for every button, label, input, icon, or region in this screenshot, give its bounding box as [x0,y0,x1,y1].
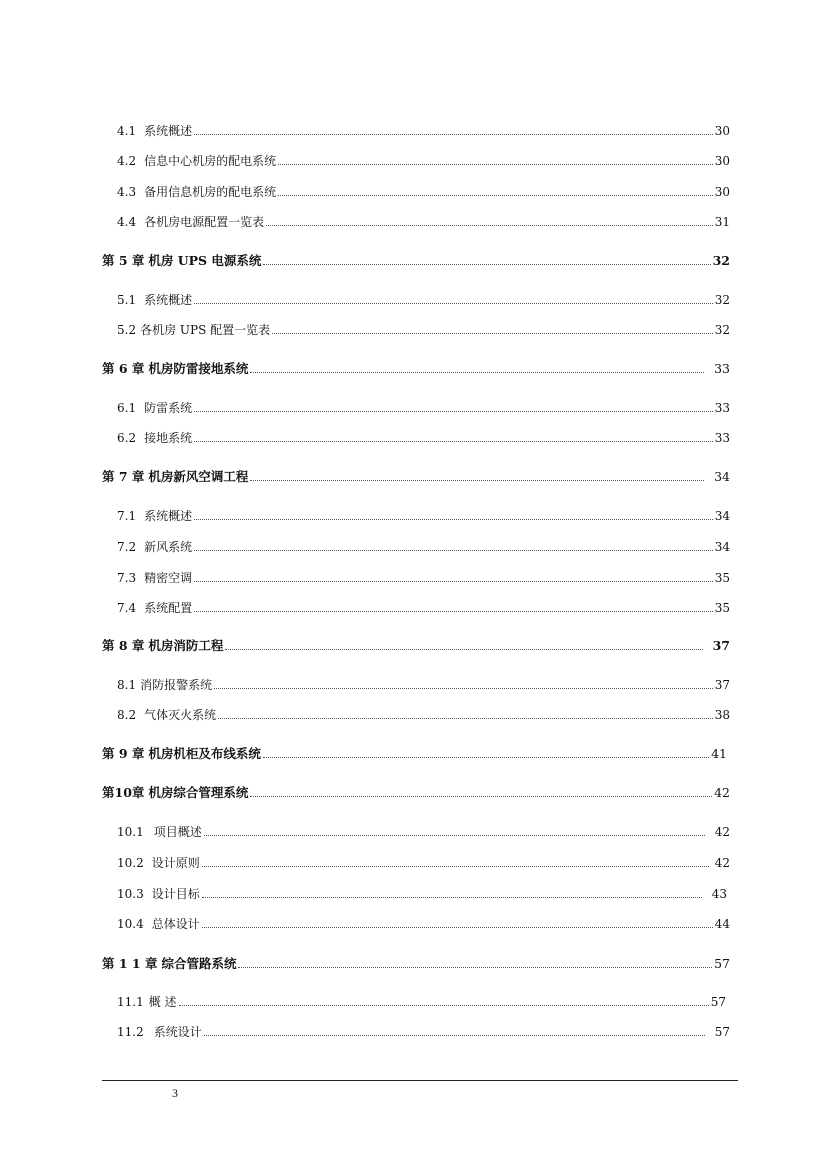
toc-entry-page: 31 [714,215,730,229]
dot-leader [194,411,713,412]
dot-leader [194,441,713,442]
toc-entry[interactable] [117,536,730,554]
toc-entry[interactable] [117,852,730,870]
toc-chapter-title: 机房消防工程 [148,638,224,653]
toc-entry-number: 6.2 [117,431,137,445]
toc-entry-number: 10.1 [117,825,144,839]
dot-leader [194,550,713,551]
dot-leader [194,611,713,612]
toc-entry-title: 各机房 UPS 配置一览表 [140,323,271,337]
toc-entry-title: 系统设计 [153,1025,202,1039]
toc-entry-number: 11.2 [117,1025,144,1039]
toc-entry-number: 4.3 [117,185,137,199]
dot-leader [204,1035,705,1036]
toc-chapter-page: 32 [712,253,730,268]
toc-entry[interactable] [117,704,730,722]
toc-chapter-entry[interactable] [102,250,730,268]
footer-divider [102,1080,738,1081]
toc-entry[interactable] [117,181,730,199]
toc-chapter-number: 第 9 章 [102,746,145,761]
toc-entry-title: 接地系统 [144,431,193,445]
dot-leader [250,372,704,373]
toc-chapter-entry[interactable] [102,466,730,484]
toc-entry[interactable] [117,150,730,168]
toc-entry-page: 42 [714,856,730,870]
toc-entry-number: 6.1 [117,401,137,415]
toc-entry[interactable] [117,883,727,901]
toc-entry-page: 57 [714,1025,730,1039]
toc-entry-number: 5.2 [117,323,137,337]
toc-chapter-page: 37 [712,638,730,653]
dot-leader [238,967,712,968]
toc-chapter-title: 机房防雷接地系统 [148,361,249,376]
toc-entry-title: 设计原则 [151,856,200,870]
toc-chapter-title: 机房 UPS 电源系统 [148,253,262,268]
toc-entry-page: 57 [710,995,726,1009]
dot-leader [194,519,713,520]
toc-chapter-title: 综合管路系统 [161,956,237,971]
toc-chapter-page: 33 [714,361,730,376]
toc-chapter-title: 机房机柜及布线系统 [148,746,261,761]
toc-entry-number: 4.4 [117,215,137,229]
dot-leader [202,866,709,867]
toc-entry[interactable] [117,1021,730,1039]
dot-leader [250,480,704,481]
toc-chapter-page: 41 [711,746,727,761]
toc-entry-title: 备用信息机房的配电系统 [144,185,277,199]
toc-entry-page: 30 [714,185,730,199]
toc-entry[interactable] [117,674,730,692]
toc-entry-number: 11.1 [117,995,144,1009]
toc-chapter-page: 57 [714,956,730,971]
toc-chapter-entry[interactable] [102,743,727,761]
toc-entry-page: 38 [714,708,730,722]
dot-leader [278,195,713,196]
toc-entry-number: 5.1 [117,293,137,307]
dot-leader [194,134,713,135]
toc-chapter-page: 34 [714,469,730,484]
toc-entry-number: 7.1 [117,509,137,523]
toc-entry-page: 42 [714,825,730,839]
toc-chapter-entry[interactable] [102,953,730,971]
toc-entry-title: 信息中心机房的配电系统 [144,154,277,168]
toc-entry[interactable] [117,427,730,445]
toc-entry-title: 精密空调 [144,571,193,585]
dot-leader [263,757,709,758]
toc-entry-page: 32 [714,323,730,337]
dot-leader [263,264,710,265]
toc-entry-title: 各机房电源配置一览表 [144,215,265,229]
toc-entry-page: 32 [714,293,730,307]
toc-entry-number: 4.2 [117,154,137,168]
toc-chapter-number: 第 7 章 [102,469,145,484]
toc-chapter-number: 第 5 章 [102,253,145,268]
toc-entry-page: 30 [714,124,730,138]
toc-entry-number: 10.4 [117,917,144,931]
toc-chapter-entry[interactable] [102,635,730,653]
toc-chapter-title: 机房新风空调工程 [148,469,249,484]
toc-chapter-number: 第 1 1 章 [102,956,158,971]
toc-entry-title: 系统概述 [144,293,193,307]
dot-leader [202,927,713,928]
toc-entry-number: 7.3 [117,571,137,585]
toc-entry-page: 33 [714,431,730,445]
toc-entry-page: 34 [714,540,730,554]
dot-leader [202,897,702,898]
toc-entry-page: 43 [711,887,727,901]
toc-entry-number: 7.4 [117,601,137,615]
dot-leader [194,581,713,582]
toc-entry-title: 概 述 [148,995,177,1009]
toc-chapter-number: 第10章 [102,785,145,800]
toc-entry-number: 10.2 [117,856,144,870]
toc-entry[interactable] [117,397,730,415]
toc-entry[interactable] [117,991,726,1009]
toc-entry-page: 34 [714,509,730,523]
toc-entry-page: 35 [714,571,730,585]
toc-entry[interactable] [117,913,730,931]
dot-leader [225,649,702,650]
toc-chapter-number: 第 6 章 [102,361,145,376]
toc-entry-title: 新风系统 [144,540,193,554]
toc-entry[interactable] [117,597,730,615]
dot-leader [218,718,713,719]
dot-leader [204,835,705,836]
toc-entry-number: 8.1 [117,678,137,692]
dot-leader [179,1005,709,1006]
toc-entry[interactable] [117,821,730,839]
dot-leader [278,164,713,165]
toc-entry-title: 设计目标 [151,887,200,901]
toc-chapter-entry[interactable] [102,358,730,376]
toc-entry-page: 30 [714,154,730,168]
toc-chapter-entry[interactable] [102,782,730,800]
toc-entry[interactable] [117,211,730,229]
toc-entry[interactable] [117,567,730,585]
toc-entry[interactable] [117,319,730,337]
toc-entry-title: 项目概述 [153,825,202,839]
dot-leader [272,333,713,334]
toc-entry[interactable] [117,120,730,138]
toc-entry-title: 系统概述 [144,509,193,523]
toc-entry-title: 气体灭火系统 [144,708,217,722]
toc-chapter-page: 42 [714,785,730,800]
dot-leader [214,688,713,689]
toc-entry-title: 系统配置 [144,601,193,615]
toc-entry-title: 消防报警系统 [140,678,213,692]
toc-entry-title: 总体设计 [151,917,200,931]
toc-chapter-number: 第 8 章 [102,638,145,653]
dot-leader [250,796,712,797]
toc-entry[interactable] [117,505,730,523]
toc-entry-title: 系统概述 [144,124,193,138]
toc-entry-title: 防雷系统 [144,401,193,415]
toc-entry-page: 37 [714,678,730,692]
toc-entry-number: 10.3 [117,887,144,901]
toc-entry-number: 8.2 [117,708,137,722]
toc-entry-number: 7.2 [117,540,137,554]
toc-entry-page: 35 [714,601,730,615]
toc-entry-page: 33 [714,401,730,415]
toc-chapter-title: 机房综合管理系统 [148,785,249,800]
dot-leader [266,225,713,226]
toc-entry-page: 44 [714,917,730,931]
page-number: 3 [172,1086,178,1100]
dot-leader [194,303,713,304]
toc-entry[interactable] [117,289,730,307]
toc-entry-number: 4.1 [117,124,137,138]
